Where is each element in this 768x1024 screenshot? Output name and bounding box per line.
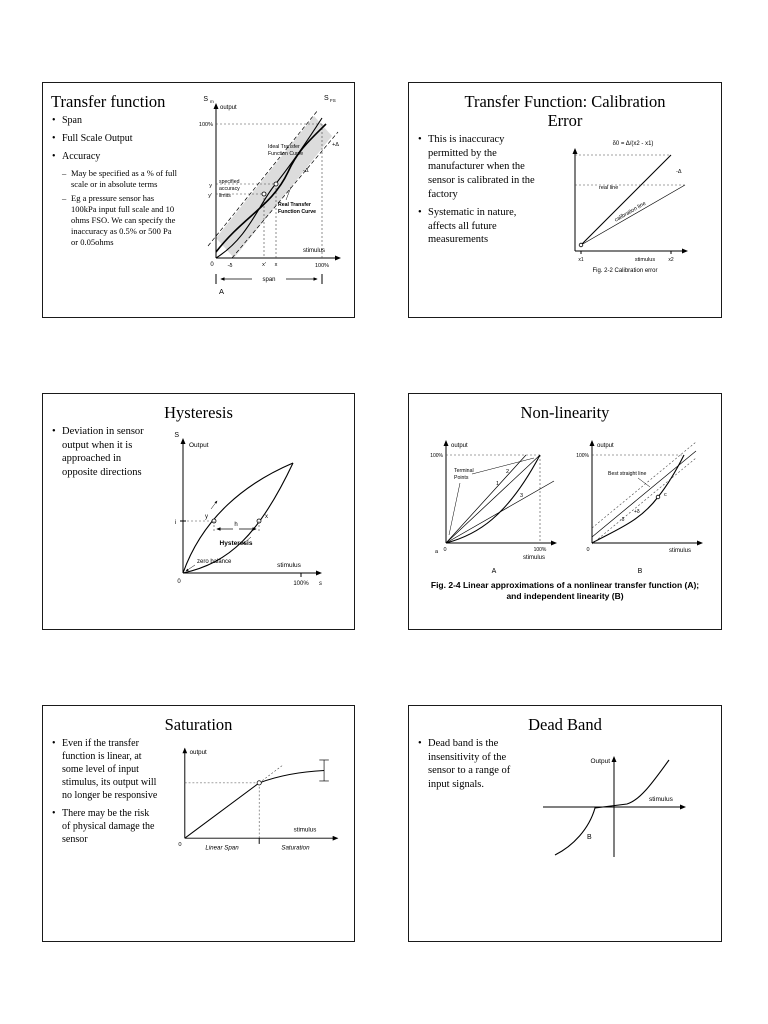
label-minus-delta: -Δ [303, 168, 309, 174]
slide-hysteresis [42, 393, 355, 630]
hysteresis-loop-down [183, 463, 293, 573]
label-accuracy-limits: limits [219, 193, 231, 199]
bullet-list [51, 737, 160, 851]
real-line [581, 155, 671, 245]
label-c: c [664, 491, 667, 498]
sub-bullet-item: – Eg a pressure sensor has 100kPa input full scale and 10 ohms FSO. We can specify the inaccuracy as 0.5% or 500 Pa or 0.05ohms [62, 193, 179, 248]
nonlinearity-diagram-b [568, 425, 708, 577]
label-span: span [262, 277, 276, 283]
calibration-error-diagram [545, 133, 700, 275]
axis-label-s-max-sub: m [210, 99, 214, 104]
point-c [656, 495, 660, 499]
label-zero: 0 [177, 578, 181, 585]
label-s-fs-sub: FS [330, 98, 336, 103]
point-marker [579, 243, 583, 247]
label-minus-delta: -δ [620, 516, 625, 523]
label-h: h [234, 521, 238, 528]
panel-label-a: A [491, 567, 497, 575]
line-number-2: 2 [506, 468, 510, 475]
formula-label: δ0 = Δ/(x2 - x1) [612, 140, 654, 147]
caption-line: Fig. 2-4 Linear approximations of a nonlinear transfer function (A); [430, 579, 700, 590]
figure-caption [417, 580, 713, 602]
label-100pct-x: 100% [533, 546, 547, 553]
axis-label-output: Output [189, 441, 209, 449]
label-zero: 0 [178, 841, 182, 848]
bullet-item: • Even if the transfer function is linear, at some level of input stimulus, its output will no longer be responsive [51, 737, 160, 802]
label-real-curve: Real Transfer [278, 202, 311, 208]
axis-label-stimulus: stimulus [522, 554, 546, 561]
label-100pct-y: 100% [576, 452, 589, 459]
label-point-x: x [265, 513, 268, 520]
axis-label-output: output [220, 105, 237, 111]
label-hysteresis: Hysteresis [219, 539, 253, 547]
bullet-item: • Deviation in sensor output when it is approached in opposite directions [51, 425, 151, 480]
point-marker [274, 182, 278, 186]
axis-label-stimulus: stimulus [634, 256, 656, 263]
axes [543, 757, 685, 857]
line-number-1: 1 [496, 480, 500, 487]
tick-label-x2: x2 [668, 256, 674, 263]
label-s-fs: S [324, 95, 329, 102]
label-minus-delta: -Δ [676, 168, 682, 175]
label-accuracy-limits: accuracy [219, 186, 240, 192]
sub-bullet-group [51, 168, 179, 248]
label-linear-span: Linear Span [205, 844, 239, 852]
label-ideal-curve: Function Curve [268, 151, 304, 157]
label-a: a [435, 548, 439, 555]
axis-label-output: output [597, 442, 614, 449]
line-number-3: 3 [520, 492, 524, 499]
slide-title: Non-linearity [520, 403, 610, 422]
panel-label-b: B [637, 567, 643, 575]
label-100pct-y: 100% [198, 122, 213, 128]
bullet-list [51, 425, 151, 485]
slide-non-linearity [408, 393, 722, 630]
slide-calibration-error [408, 82, 722, 318]
label-neg-delta: -δ [227, 263, 233, 269]
axes [185, 749, 338, 839]
point-marker [262, 192, 266, 196]
slide-title: Saturation [164, 715, 233, 734]
label-best-straight-line: Best straight line [608, 470, 647, 477]
slide-title: Hysteresis [164, 403, 233, 422]
label-zero-balance: zero balance [197, 558, 232, 565]
sub-bullet-list [62, 168, 179, 248]
slide-title: Dead Band [528, 715, 602, 734]
axes [575, 149, 687, 251]
label-zero: 0 [210, 262, 214, 268]
axis-label-stimulus: stimulus [293, 826, 317, 834]
label-100pct-x: 100% [314, 263, 330, 269]
label-zero: 0 [443, 546, 447, 553]
label-calibration-line: calibration line [613, 200, 648, 224]
slide-saturation [42, 705, 355, 942]
saturation-diagram [160, 737, 346, 865]
label-accuracy-limits: specified [219, 179, 240, 185]
tick-label-y2: y' [208, 193, 212, 199]
transfer-function-diagram [186, 88, 350, 296]
panel-label-a: A [219, 287, 225, 296]
sub-bullet-item: – May be specified as a % of full scale or in absolute terms [62, 168, 179, 190]
label-zero: 0 [586, 546, 590, 553]
tick-label-y: y [209, 183, 212, 189]
bullet-item: • This is inaccuracy permitted by the manufacturer when the sensor is calibrated in the factory [417, 133, 545, 201]
bullet-item: • Systematic in nature, affects all future measurements [417, 206, 545, 247]
hysteresis-loop-up [183, 463, 293, 573]
axis-label-s: S [174, 431, 179, 439]
tick-label-x1: x' [262, 262, 266, 268]
label-real-curve: Function Curve [278, 209, 317, 215]
nonlinearity-diagram-a [422, 425, 562, 577]
bullet-list [417, 133, 545, 252]
label-saturation: Saturation [281, 844, 310, 852]
axis-label-s-max: S [203, 96, 208, 103]
panel-label-b: B [587, 833, 592, 841]
axis-label-stimulus: stimulus [302, 248, 326, 254]
label-real-line: real line [599, 184, 619, 191]
caption-line: and independent linearity (B) [506, 591, 624, 602]
dead-band-diagram [529, 747, 694, 865]
slide-dead-band [408, 705, 722, 942]
slide-title: Transfer function [51, 92, 166, 111]
label-terminal-points: Terminal [454, 467, 474, 474]
hysteresis-diagram [151, 425, 339, 597]
label-100pct: 100% [293, 580, 309, 587]
axis-label-stimulus: stimulus [277, 561, 301, 569]
bullet-item: • Full Scale Output [51, 132, 179, 145]
bullet-list [417, 737, 529, 797]
label-plus-delta: +δ [634, 508, 640, 515]
axis-label-stimulus: stimulus [649, 795, 673, 803]
best-straight-line [592, 451, 696, 537]
axis-label-output: output [189, 749, 207, 757]
tick-label-x2: x [274, 262, 278, 268]
bullet-list [51, 114, 179, 248]
tick-label-x1: x1 [578, 256, 584, 263]
axis-label-output: output [451, 442, 468, 449]
approx-line-3 [446, 481, 554, 543]
axes [592, 441, 702, 543]
calibration-line [581, 185, 685, 245]
point-marker [257, 781, 261, 785]
tick-label-i: i [174, 519, 176, 526]
slide-title: Transfer Function: Calibration Error [464, 92, 666, 130]
slide-transfer-function [42, 82, 355, 318]
bullet-item: • Dead band is the insensitivity of the sensor to a range of input signals. [417, 737, 529, 792]
label-100pct-y: 100% [430, 452, 443, 459]
axes [183, 439, 321, 573]
label-terminal-points: Points [454, 474, 469, 481]
bullet-item: • There may be the risk of physical damage the sensor [51, 807, 160, 846]
label-plus-delta: +Δ [332, 142, 339, 148]
axis-label-stimulus: stimulus [668, 547, 692, 554]
axis-label-output: Output [590, 757, 610, 765]
label-ideal-curve: Ideal Transfer [268, 144, 300, 150]
bullet-item: • Span [51, 114, 179, 127]
axis-label-s-lower: s [319, 580, 322, 587]
bullet-item: • Accuracy [51, 150, 179, 163]
figure-caption: Fig. 2-2 Calibration error [592, 267, 658, 274]
label-point-y: y [205, 513, 208, 520]
